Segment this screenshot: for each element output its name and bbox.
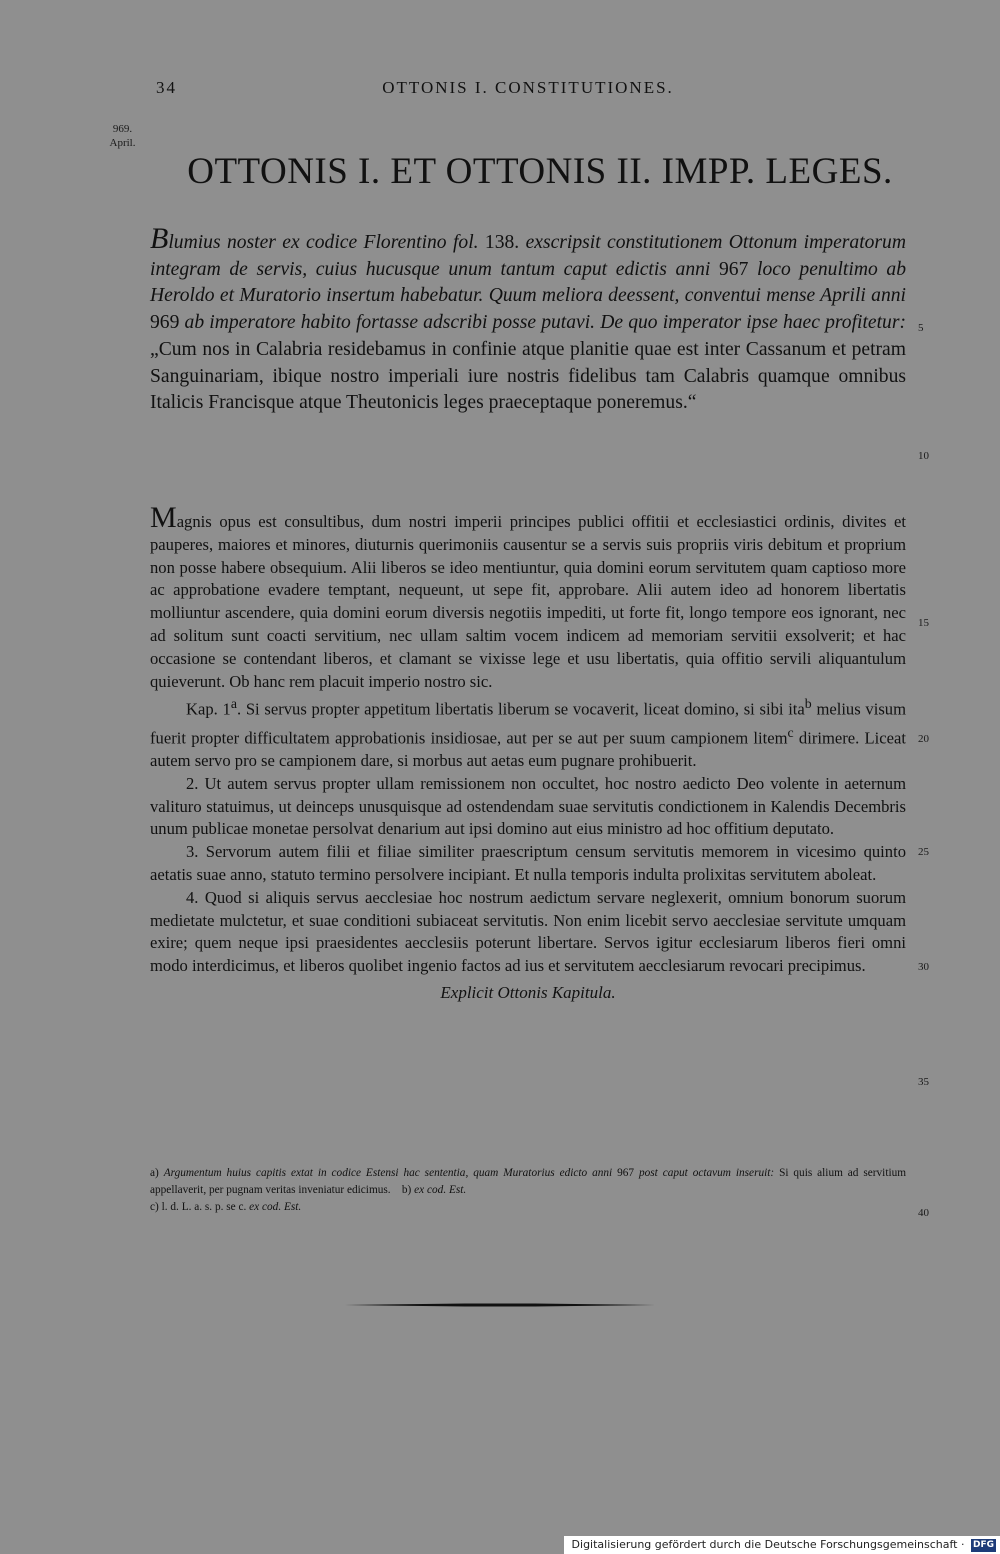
intro-num-3: 969 xyxy=(150,312,185,334)
footnote-a-italic-2: post caput octavum inseruit: xyxy=(638,1167,775,1179)
line-number: 35 xyxy=(918,1076,929,1088)
intro-italic-2: exscripsit constitutionem Ottonum imperatorum integram de servis, cuius hucusque unum tantum caput edictis anni xyxy=(150,232,907,280)
intro-italic-4: ab imperatore habito fortasse adscribi posse putavi. De quo imperator ipse haec profitetur: xyxy=(184,312,906,334)
line-number: 15 xyxy=(918,617,929,629)
intro-num-1: 138. xyxy=(478,232,526,253)
footnote-c-italic: ex cod. Est. xyxy=(249,1201,302,1213)
footnote-c xyxy=(150,1199,906,1216)
chapter-1-label: Kap. 1 xyxy=(186,699,231,719)
page-title: OTTONIS I. ET OTTONIS II. IMPP. LEGES. xyxy=(187,151,893,192)
page-number: 34 xyxy=(156,78,177,97)
introduction-paragraph xyxy=(150,222,907,417)
chapter-1 xyxy=(150,693,906,772)
footnote-a xyxy=(150,1165,906,1199)
footnotes xyxy=(150,1165,906,1216)
line-number: 10 xyxy=(918,450,929,462)
footnote-b-label: b) xyxy=(401,1184,412,1196)
margin-date xyxy=(100,122,145,150)
preamble-paragraph xyxy=(150,501,906,693)
footnote-ref-b: b xyxy=(804,696,812,712)
explicit-line: Explicit Ottonis Kapitula. xyxy=(440,983,616,1002)
chapter-1-text-1: . Si servus propter appetitum libertatis liberum se vocaverit, liceat domino, si sibi ita xyxy=(236,699,805,719)
footnote-a-label: a) xyxy=(150,1167,159,1179)
end-ornament-rule xyxy=(345,1303,655,1307)
chapter-1-text-3: dirimere. Liceat autem servo pro se campionem dare, si morbus aut aetas eum pugnare prohibuerit. xyxy=(150,728,906,771)
running-head xyxy=(150,78,906,102)
footnote-a-quote: Si quis alium ad servitium appellaverit, per pugnam veritas inveniatur edicimus. xyxy=(150,1167,907,1196)
margin-date-month: April. xyxy=(109,137,136,149)
line-number: 20 xyxy=(918,733,929,745)
footnote-c-label: c) xyxy=(150,1201,159,1213)
chapter-1-text-2: melius visum fuerit propter difficultatem approbationis insidiosae, aut per se aut per suum campionem litem xyxy=(150,699,906,748)
line-number: 5 xyxy=(918,322,924,334)
footnote-b-text: ex cod. Est. xyxy=(414,1184,467,1196)
credit-text: Digitalisierung gefördert durch die Deutsche Forschungsgemeinschaft xyxy=(571,1538,958,1551)
chapter-2: 2. Ut autem servus propter ullam remissionem non occultet, hoc nostro aedicto Deo volente in aeternum valituro statuimus, ut deinceps unusquisque ad ostendendam suae servitutis condictionem in Kalendis Decembris unum publicae monetae persolvat denarium aut ipsi domino aut eius ministro ad hoc offitium deputato. xyxy=(150,773,906,839)
edict-body xyxy=(150,501,906,1005)
footnote-c-text: l. d. L. a. s. p. se c. xyxy=(161,1201,247,1213)
intro-quote: „Cum nos in Calabria residebamus in confinie atque planitie quae est inter Cassanum et petram Sanguinariam, ibique nostro imperiali iure nostris fidelibus tam Calabris quamque omnibus Italicis Francisque atque Theutonicis leges praeceptaque poneremus.“ xyxy=(150,338,906,414)
footnote-ref-c: c xyxy=(787,724,794,740)
chapter-4: 4. Quod si aliquis servus aecclesiae hoc nostrum aedictum servare neglexerit, omnium bonorum suorum medietate mulctetur, et suae conditioni subiaceat servitutis. Non enim licebit servo aecclesiae servitute umquam exire; quem neque ipsi praesidentes aecclesiis poterunt libertare. Servos igitur ecclesiarum liberos fieri omni modo interdicimus, et liberos quolibet ingenio factos ad ius et servitutem aecclesiarum revocari precipimus. xyxy=(150,887,906,976)
footnote-a-num: 967 xyxy=(612,1167,639,1179)
intro-italic-3: loco penultimo ab Heroldo et Muratorio insertum habebatur. Quum meliora deessent, conventui mense Aprili anni xyxy=(150,258,906,307)
margin-date-year: 969. xyxy=(112,123,133,135)
preamble-text: agnis opus est consultibus, dum nostri imperii principes publici offitii et ecclesiastici ordinis, divites et pauperes, maiores et minores, diuturnis querimoniis causentur se a servis suis propriis viris debitum et proprium non posse habere obsequium. Alii liberos se ideo mentiuntur, quia domini eorum servitutem quam captioso more ac approbatione evadere temptant, nequeunt, ut sepe fit, approbare. Alii autem ideo ad honorem libertatis molliuntur ascendere, quia domini eorum diversis negotiis impediti, ut forte fit, longo tempore eos ignorant, nec ad solitum sunt coacti servitium, nec ullam saltim vocem indicem ad memoriam servitii exsolverit; et hac occasione se contendant liberos, et clamant se vixisse lege et usu libertatis, quia offitio servili aliquantulum quieverunt. Ob hanc rem placuit imperio nostro sic. xyxy=(150,512,906,691)
line-number: 30 xyxy=(918,961,929,973)
dfg-logo: DFG xyxy=(972,1539,994,1550)
intro-dropcap: B xyxy=(150,222,169,255)
line-number: 25 xyxy=(918,846,929,858)
running-title: OTTONIS I. CONSTITUTIONES. xyxy=(382,78,674,97)
intro-italic-1: lumius noster ex codice Florentino fol. xyxy=(168,232,479,253)
digitization-credit xyxy=(564,1536,1000,1554)
footnote-a-italic-1: Argumentum huius capitis extat in codice Estensi hac sententia, quam Muratorius edicto anni xyxy=(163,1167,613,1179)
footnote-ref-a: a xyxy=(230,696,237,712)
line-number: 40 xyxy=(918,1207,929,1219)
intro-num-2: 967 xyxy=(710,258,758,280)
credit-separator: · xyxy=(957,1538,968,1551)
chapter-3: 3. Servorum autem filii et filiae similiter praescriptum censum servitutis memorem in vicesimo quinto aetatis suae anno, statuto termino persolvere incipiant. Et nulla temporis indulta prolixitas servitutem aboleat. xyxy=(150,842,906,885)
body-dropcap: M xyxy=(150,501,177,534)
end-rule-line xyxy=(345,1303,655,1307)
